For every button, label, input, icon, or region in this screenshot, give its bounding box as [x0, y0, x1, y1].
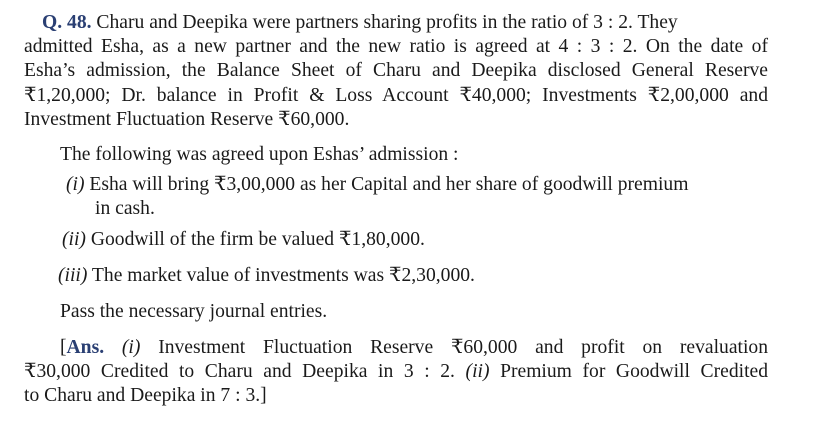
question-line-3: Esha’s admission, the Balance Sheet of Charu and Deepika disclosed General Reserve: [24, 60, 768, 81]
answer-open-bracket: [: [60, 337, 67, 358]
instruction: Pass the necessary journal entries.: [60, 301, 328, 322]
question-line-1: [42, 11, 768, 35]
item-iii-text: The market value of investments was ₹2,30,000.: [87, 265, 475, 286]
agreed-intro: The following was agreed upon Eshas’ admission :: [60, 144, 459, 165]
question-number: Q. 48.: [42, 12, 92, 33]
item-i-text: Esha will bring ₹3,00,000 as her Capital and her share of goodwill premium: [84, 174, 689, 195]
answer-tag: Ans.: [66, 337, 105, 358]
question-text-1: Charu and Deepika were partners sharing profits in the ratio of 3 : 2. They: [91, 12, 678, 33]
answer-text-2a: ₹30,000 Credited to Charu and Deepika in 3 : 2.: [24, 361, 466, 382]
question-line-2: admitted Esha, as a new partner and the new ratio is agreed at 4 : 3 : 2. On the date of: [24, 36, 768, 57]
question-line-4: ₹1,20,000; Dr. balance in Profit & Loss Account ₹40,000; Investments ₹2,00,000 and: [24, 85, 768, 106]
answer-line-3: to Charu and Deepika in 7 : 3.]: [24, 385, 267, 406]
item-ii-marker: (ii): [62, 229, 86, 250]
item-i-line-1: [66, 173, 768, 197]
item-iii-marker: (iii): [58, 265, 88, 286]
question-line-5: Investment Fluctuation Reserve ₹60,000.: [24, 109, 350, 130]
answer-text-2b: Premium for Goodwill Credited: [489, 361, 769, 382]
item-i-marker: (i): [66, 174, 85, 195]
item-iii: [58, 264, 475, 288]
answer-marker-ii: (ii): [465, 361, 490, 382]
item-ii: [62, 228, 425, 252]
answer-marker-i: (i): [121, 337, 141, 358]
answer-line-2: [24, 360, 768, 384]
item-i-line-2: in cash.: [95, 198, 155, 219]
answer-line-1: [60, 336, 768, 360]
item-ii-text: Goodwill of the firm be valued ₹1,80,000.: [85, 229, 425, 250]
answer-text-1: Investment Fluctuation Reserve ₹60,000 and profit on revaluation: [140, 337, 768, 358]
